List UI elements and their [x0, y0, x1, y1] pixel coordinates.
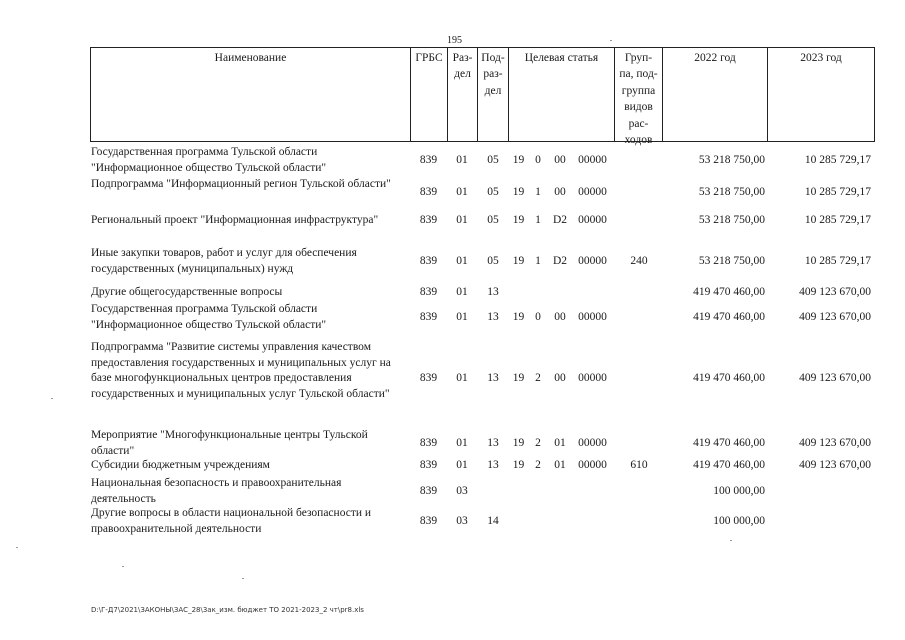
row-t4: 00000 — [578, 154, 607, 166]
row-t1: 19 — [512, 255, 525, 267]
row-t3: 00 — [554, 311, 566, 323]
row-razdel: 03 — [456, 515, 468, 527]
row-y2022: 419 470 460,00 — [693, 459, 765, 471]
row-podrazdel: 05 — [487, 154, 499, 166]
table-row — [90, 177, 875, 208]
row-y2023: 10 285 729,17 — [804, 186, 871, 198]
row-y2023: 10 285 729,17 — [804, 214, 871, 226]
row-podrazdel: 05 — [487, 214, 499, 226]
row-podrazdel: 13 — [487, 372, 499, 384]
row-razdel: 01 — [456, 186, 468, 198]
row-razdel: 01 — [456, 437, 468, 449]
row-name: Государственная программа Тульской области "Информационное общество Тульской области" — [91, 303, 327, 331]
row-name: Государственная программа Тульской области "Информационное общество Тульской области" — [91, 146, 327, 174]
header-2022: 2022 год — [663, 48, 768, 141]
row-t4: 00000 — [578, 437, 607, 449]
row-name: Подпрограмма "Развитие системы управления качеством предоставления государственных и муниципальных услуг на базе многофункциональных центров предоставления государственных и муниципальных услуг Тульской области" — [91, 341, 391, 400]
row-razdel: 01 — [456, 214, 468, 226]
row-t2: 2 — [535, 459, 541, 471]
row-y2023: 409 123 670,00 — [799, 372, 871, 384]
row-name: Региональный проект "Информационная инфраструктура" — [91, 214, 379, 226]
row-t2: 1 — [535, 214, 541, 226]
table-row — [90, 340, 875, 418]
table-row — [90, 458, 875, 474]
row-y2023: 10 285 729,17 — [804, 255, 871, 267]
row-y2022: 419 470 460,00 — [693, 437, 765, 449]
row-y2022: 419 470 460,00 — [693, 311, 765, 323]
row-t3: D2 — [552, 214, 568, 226]
row-t4: 00000 — [578, 459, 607, 471]
row-t4: 00000 — [578, 311, 607, 323]
row-y2023: 409 123 670,00 — [799, 437, 871, 449]
row-y2022: 53 218 750,00 — [698, 186, 765, 198]
row-y2023: 10 285 729,17 — [804, 154, 871, 166]
row-y2022: 100 000,00 — [713, 485, 765, 497]
row-grbs: 839 — [419, 286, 438, 298]
row-t4: 00000 — [578, 186, 607, 198]
row-t3: D2 — [552, 255, 568, 267]
row-podrazdel: 13 — [487, 286, 499, 298]
table-row — [90, 302, 875, 333]
header-grbs: ГРБС — [411, 48, 448, 141]
row-grbs: 839 — [419, 372, 438, 384]
row-y2022: 419 470 460,00 — [693, 286, 765, 298]
row-t3: 00 — [554, 154, 566, 166]
row-podrazdel: 05 — [487, 186, 499, 198]
row-t2: 1 — [535, 186, 541, 198]
row-t1: 19 — [512, 214, 525, 226]
row-razdel: 01 — [456, 255, 468, 267]
row-t4: 00000 — [578, 214, 607, 226]
row-name: Мероприятие "Многофункциональные центры Тульской области" — [91, 429, 368, 457]
table-row — [90, 246, 875, 277]
row-razdel: 01 — [456, 286, 468, 298]
row-y2023: 409 123 670,00 — [799, 459, 871, 471]
row-razdel: 01 — [456, 311, 468, 323]
table-row — [90, 428, 875, 459]
row-t1: 19 — [512, 311, 525, 323]
row-podrazdel: 14 — [487, 515, 499, 527]
row-t2: 2 — [535, 437, 541, 449]
header-razdel: Раз- дел — [448, 48, 478, 141]
row-t2: 2 — [535, 372, 541, 384]
row-group: 240 — [630, 255, 648, 267]
row-t2: 0 — [535, 154, 541, 166]
row-name: Другие вопросы в области национальной безопасности и правоохранительной деятельности — [91, 507, 372, 535]
table-row — [90, 285, 875, 301]
header-group: Груп- па, под- группа видов рас- ходов — [615, 48, 663, 141]
file-path-footer: D:\Г-Д7\2021\ЗАКОНЫ\ЗАС_28\3ак_изм. бюджет ТО 2021-2023_2 чт\pr8.xls — [91, 606, 364, 614]
header-podrazdel: Под- раз- дел — [478, 48, 509, 141]
row-t1: 19 — [512, 459, 525, 471]
row-podrazdel: 13 — [487, 311, 499, 323]
row-group: 610 — [630, 459, 648, 471]
table-row — [90, 213, 875, 229]
row-y2022: 53 218 750,00 — [698, 214, 765, 226]
row-grbs: 839 — [419, 255, 438, 267]
row-y2023: 409 123 670,00 — [799, 311, 871, 323]
header-2023: 2023 год — [800, 52, 842, 64]
row-t1: 19 — [512, 154, 525, 166]
row-t4: 00000 — [578, 255, 607, 267]
row-t3: 00 — [554, 372, 566, 384]
row-podrazdel: 13 — [487, 437, 499, 449]
table-row — [90, 506, 875, 537]
row-t1: 19 — [512, 186, 525, 198]
row-t4: 00000 — [578, 372, 607, 384]
page-number: 195 — [447, 35, 462, 46]
row-razdel: 01 — [456, 459, 468, 471]
row-y2022: 53 218 750,00 — [698, 154, 765, 166]
row-t3: 01 — [554, 459, 566, 471]
row-y2022: 53 218 750,00 — [698, 255, 765, 267]
row-name: Иные закупки товаров, работ и услуг для обеспечения государственных (муниципальных) нужд — [91, 247, 357, 275]
row-grbs: 839 — [419, 154, 438, 166]
row-y2023: 409 123 670,00 — [799, 286, 871, 298]
row-t3: 01 — [554, 437, 566, 449]
table-row — [90, 476, 875, 507]
row-grbs: 839 — [419, 214, 438, 226]
row-razdel: 01 — [456, 372, 468, 384]
row-podrazdel: 13 — [487, 459, 499, 471]
row-name: Субсидии бюджетным учреждениям — [91, 459, 270, 471]
row-razdel: 01 — [456, 154, 468, 166]
row-t2: 0 — [535, 311, 541, 323]
row-y2022: 419 470 460,00 — [693, 372, 765, 384]
row-razdel: 03 — [456, 485, 468, 497]
header-target: Целевая статья — [509, 48, 615, 141]
row-name: Национальная безопасность и правоохранительная деятельность — [91, 477, 342, 505]
row-t3: 00 — [554, 186, 566, 198]
row-podrazdel: 05 — [487, 255, 499, 267]
table-row — [90, 145, 875, 176]
row-name: Другие общегосударственные вопросы — [91, 286, 283, 298]
table-header — [90, 47, 875, 147]
row-grbs: 839 — [419, 437, 438, 449]
row-grbs: 839 — [419, 515, 438, 527]
row-t2: 1 — [535, 255, 541, 267]
row-grbs: 839 — [419, 459, 438, 471]
row-grbs: 839 — [419, 485, 438, 497]
row-grbs: 839 — [419, 311, 438, 323]
row-name: Подпрограмма "Информационный регион Тульской области" — [91, 178, 391, 190]
row-t1: 19 — [512, 372, 525, 384]
row-grbs: 839 — [419, 186, 438, 198]
row-t1: 19 — [512, 437, 525, 449]
header-name: Наименование — [91, 48, 411, 141]
row-y2022: 100 000,00 — [713, 515, 765, 527]
